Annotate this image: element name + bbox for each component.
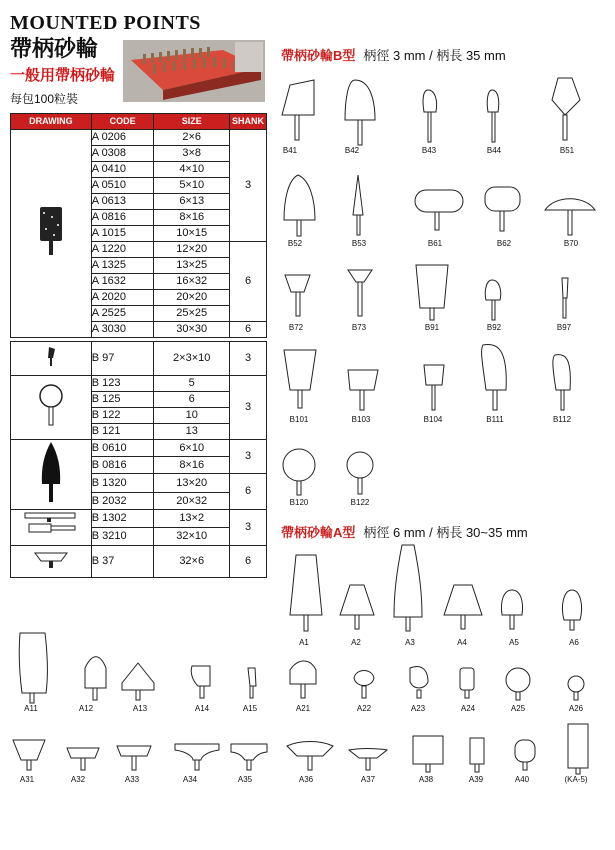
table-cell: 6 — [230, 546, 267, 578]
table-cell: B 1320 — [91, 474, 154, 493]
table-cell: 3×8 — [154, 146, 230, 162]
table-cell: 5×10 — [154, 178, 230, 194]
table-cell: 13×25 — [154, 258, 230, 274]
label-a38: A38 — [418, 775, 434, 784]
table-cell: A 1015 — [91, 226, 154, 242]
table-cell: 8×16 — [154, 210, 230, 226]
label-b72: B72 — [288, 323, 304, 332]
table-cell: A 1632 — [91, 274, 154, 290]
table-row — [11, 130, 267, 146]
label-a14: A14 — [194, 704, 210, 713]
label-a34: A34 — [182, 775, 198, 784]
table-cell: 帶柄砂輪A型 — [281, 525, 356, 540]
label-a4: A4 — [457, 638, 467, 647]
label-a5: A5 — [509, 638, 519, 647]
table-cell: B 1302 — [91, 510, 154, 528]
label-b104: B104 — [423, 415, 443, 424]
bullet-point-drawing — [11, 440, 92, 510]
table-cell: 6×10 — [154, 440, 230, 457]
b-type-drawings — [270, 60, 615, 505]
table-cell: 3 — [230, 130, 267, 242]
table-cell: 6 — [230, 242, 267, 322]
table-cell: 3 — [230, 342, 267, 376]
label-a1: A1 — [299, 638, 309, 647]
table-cell: 8×16 — [154, 457, 230, 474]
table-cell: 6 — [154, 392, 230, 408]
table-cell: B 122 — [91, 408, 154, 424]
table-cell: B 2032 — [91, 493, 154, 510]
label-b61: B61 — [427, 239, 443, 248]
label-a40: A40 — [514, 775, 530, 784]
col-code: CODE — [91, 114, 154, 130]
table-cell: 柄徑 3 mm / 柄長 35 mm — [363, 48, 506, 63]
table-cell: A 1220 — [91, 242, 154, 258]
label-a2: A2 — [351, 638, 361, 647]
table-cell: 13 — [154, 424, 230, 440]
table-cell: 5 — [154, 376, 230, 392]
table-cell: A 3030 — [91, 322, 154, 338]
b37-drawing — [11, 546, 92, 578]
label-b103: B103 — [351, 415, 371, 424]
table-cell: B 121 — [91, 424, 154, 440]
table-row — [11, 510, 267, 528]
table-cell: B 97 — [91, 342, 154, 376]
label-b111: B111 — [486, 415, 504, 424]
table-cell: 3 — [230, 376, 267, 440]
col-size: SIZE — [154, 114, 230, 130]
label-a15: A15 — [242, 704, 258, 713]
label-b91: B91 — [424, 323, 440, 332]
cylinder-point-drawing — [11, 130, 92, 338]
label-a3: A3 — [405, 638, 415, 647]
label-b52: B52 — [287, 239, 303, 248]
table-cell: 13×2 — [154, 510, 230, 528]
table-cell: 6 — [230, 474, 267, 510]
label-b122: B122 — [350, 498, 370, 507]
table-cell: B 123 — [91, 376, 154, 392]
label-ka5: (KA-5) — [564, 775, 588, 784]
label-b112: B112 — [552, 415, 572, 424]
a-type-drawings-row3 — [5, 722, 610, 780]
product-photo — [123, 40, 265, 102]
table-cell: A 2020 — [91, 290, 154, 306]
label-a11: A11 — [24, 704, 38, 713]
table-cell: A 0206 — [91, 130, 154, 146]
table-cell: B 0610 — [91, 440, 154, 457]
ball-point-drawing — [11, 376, 92, 440]
pack-note: 每包100粒裝 — [10, 92, 79, 106]
table-cell: A 0308 — [91, 146, 154, 162]
table-cell: A 0816 — [91, 210, 154, 226]
label-a35: A35 — [237, 775, 253, 784]
a-type-drawings-row1 — [280, 535, 610, 635]
label-a13: A13 — [132, 704, 148, 713]
b97-drawing — [11, 342, 92, 376]
table-row — [11, 440, 267, 457]
label-a6: A6 — [569, 638, 579, 647]
label-a31: A31 — [19, 775, 35, 784]
label-b42: B42 — [344, 146, 360, 155]
table-cell: 6 — [230, 322, 267, 338]
label-a36: A36 — [298, 775, 314, 784]
label-b101: B101 — [289, 415, 309, 424]
label-b41: B41 — [282, 146, 298, 155]
table-row — [11, 342, 267, 376]
label-a21: A21 — [295, 704, 311, 713]
table-cell: 20×32 — [154, 493, 230, 510]
label-b73: B73 — [351, 323, 367, 332]
table-header — [11, 114, 267, 130]
label-a24: A24 — [460, 704, 476, 713]
label-a26: A26 — [568, 704, 584, 713]
cn-title: 帶柄砂輪 — [10, 36, 99, 61]
table-cell: A 0613 — [91, 194, 154, 210]
label-b43: B43 — [421, 146, 437, 155]
label-b44: B44 — [486, 146, 502, 155]
page-title: MOUNTED POINTS — [10, 12, 201, 34]
label-b53: B53 — [351, 239, 367, 248]
table-cell: B 125 — [91, 392, 154, 408]
table-cell: A 2525 — [91, 306, 154, 322]
label-b97: B97 — [556, 323, 572, 332]
label-a32: A32 — [70, 775, 86, 784]
label-a22: A22 — [356, 704, 372, 713]
table-cell: B 0816 — [91, 457, 154, 474]
table-cell: 20×20 — [154, 290, 230, 306]
table-cell: 30×30 — [154, 322, 230, 338]
table-cell: 3 — [230, 510, 267, 546]
table-cell: 10 — [154, 408, 230, 424]
table-cell: 帶柄砂輪B型 — [281, 48, 356, 63]
table-cell: 10×15 — [154, 226, 230, 242]
disc-point-drawing — [11, 510, 92, 546]
table-row — [11, 376, 267, 392]
table-cell: 6×13 — [154, 194, 230, 210]
table-row — [11, 546, 267, 578]
table-cell: B 3210 — [91, 528, 154, 546]
label-b92: B92 — [486, 323, 502, 332]
cn-subtitle: 一般用帶柄砂輪 — [10, 67, 116, 84]
label-b120: B120 — [289, 498, 309, 507]
table-cell: 32×10 — [154, 528, 230, 546]
table-cell: 13×20 — [154, 474, 230, 493]
label-a12: A12 — [78, 704, 94, 713]
table-cell: 4×10 — [154, 162, 230, 178]
label-b62: B62 — [496, 239, 512, 248]
table-cell: A 0510 — [91, 178, 154, 194]
table-cell: 2×3×10 — [154, 342, 230, 376]
table-cell: 25×25 — [154, 306, 230, 322]
label-a25: A25 — [510, 704, 526, 713]
col-shank: SHANK — [230, 114, 267, 130]
table-cell: A 1325 — [91, 258, 154, 274]
label-a33: A33 — [124, 775, 140, 784]
label-a23: A23 — [410, 704, 426, 713]
table-cell: B 37 — [91, 546, 154, 578]
label-a37: A37 — [360, 775, 376, 784]
table-cell: 12×20 — [154, 242, 230, 258]
spec-table — [10, 113, 267, 578]
table-cell: 柄徑 6 mm / 柄長 30~35 mm — [363, 525, 528, 540]
table-cell: 3 — [230, 440, 267, 474]
table-cell: 2×6 — [154, 130, 230, 146]
table-cell: 16×32 — [154, 274, 230, 290]
label-b70: B70 — [563, 239, 579, 248]
a-type-drawings-row2 — [10, 628, 610, 708]
table-cell: A 0410 — [91, 162, 154, 178]
table-cell: 32×6 — [154, 546, 230, 578]
label-a39: A39 — [468, 775, 484, 784]
col-drawing: DRAWING — [11, 114, 92, 130]
label-b51: B51 — [559, 146, 575, 155]
